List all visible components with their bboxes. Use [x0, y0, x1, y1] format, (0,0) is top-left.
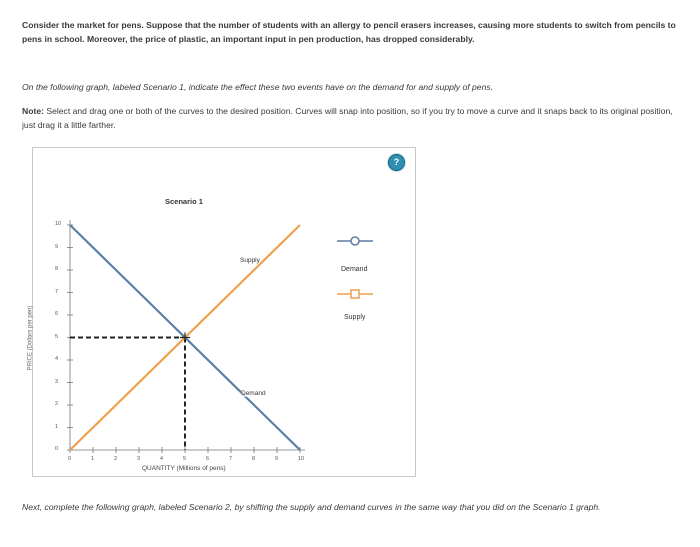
x-tick-label: 9 — [275, 456, 279, 462]
x-tick-label: 8 — [252, 456, 256, 462]
task-text: On the following graph, labeled Scenario 1, indicate the effect these two events have on the demand for and supply of pens. — [22, 82, 494, 92]
demand-legend-circle-icon[interactable] — [335, 235, 375, 247]
supply-curve-label[interactable]: Supply — [240, 257, 260, 264]
note-body: Select and drag one or both of the curves to the desired position. Curves will snap into position, so if you try to move a curve and it snaps back to its original position, just drag it a little farther. — [22, 106, 673, 130]
x-tick-label: 3 — [137, 456, 141, 462]
next-instruction-text: Next, complete the following graph, labeled Scenario 2, by shifting the supply and demand curves in the same way that you did on the Scenario 1 graph. — [22, 502, 601, 512]
help-button[interactable]: ? — [388, 154, 405, 171]
y-tick-label: 6 — [55, 311, 59, 317]
note-label: Note: — [22, 106, 44, 116]
x-tick-label: 1 — [91, 456, 95, 462]
y-axis-title: PRICE (Dollars per pen) — [27, 305, 34, 371]
x-tick-label: 10 — [298, 456, 305, 462]
x-axis-title: QUANTITY (Millions of pens) — [142, 465, 226, 472]
y-tick-label: 9 — [55, 243, 59, 250]
y-tick-label: 8 — [55, 266, 59, 272]
y-tick-label: 0 — [55, 446, 59, 452]
intro-text: Consider the market for pens. Suppose that the number of students with an allergy to pencil erasers increases, causing more students to switch from pencils to pens in school. Moreover, the price of plastic, an important input in pen production, has dropped considerably. — [22, 20, 676, 44]
x-tick-label: 7 — [229, 456, 233, 462]
y-tick-label: 3 — [55, 378, 59, 385]
y-tick-label: 2 — [55, 401, 59, 407]
y-tick-label: 1 — [55, 423, 59, 430]
x-tick-label: 2 — [114, 456, 118, 462]
x-tick-label: 5 — [183, 456, 187, 462]
x-tick-label: 4 — [160, 456, 164, 462]
x-tick-label: 6 — [206, 456, 210, 462]
graph-title: Scenario 1 — [165, 197, 203, 206]
x-tick-label: 0 — [68, 456, 72, 462]
y-tick-label: 4 — [55, 356, 59, 362]
y-tick-label: 10 — [55, 221, 62, 227]
demand-legend-label: Demand — [341, 266, 368, 273]
supply-legend-square-icon[interactable] — [335, 288, 375, 300]
supply-legend-label: Supply — [344, 314, 366, 321]
y-tick-label: 5 — [55, 333, 59, 340]
demand-curve-label[interactable]: Demand — [241, 390, 266, 397]
y-tick-label: 7 — [55, 288, 59, 295]
